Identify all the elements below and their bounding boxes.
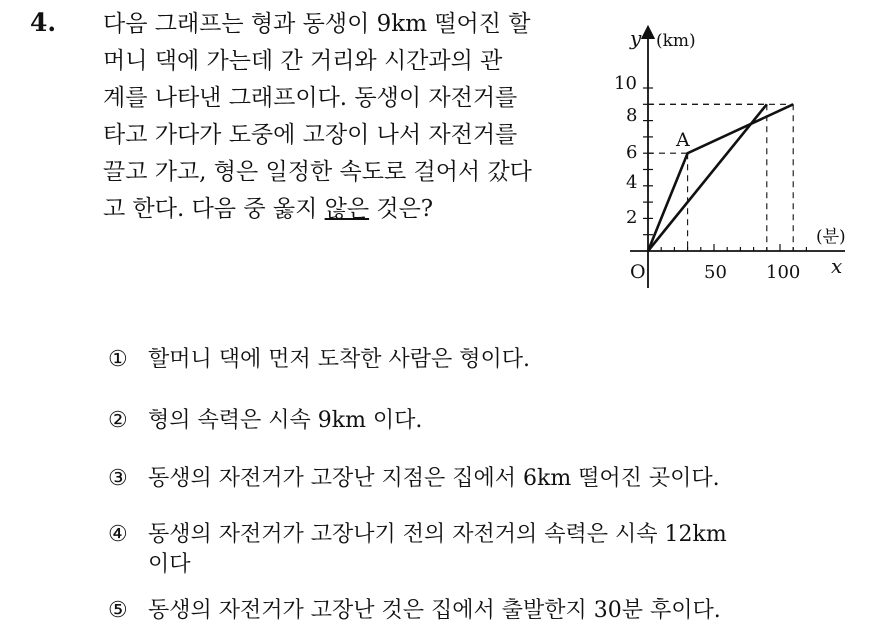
choice-text: 동생의 자전거가 고장나기 전의 자전거의 속력은 시속 12km (148, 522, 727, 547)
y-tick-label-6: 6 (626, 142, 638, 163)
choice-2[interactable] (108, 406, 848, 436)
stem-text: 고 한다. 다음 중 옳지 (103, 196, 325, 222)
stem-line: 머니 댁에 가는데 간 거리와 시간과의 관 (103, 48, 503, 74)
choice-mark: ⑤ (108, 598, 128, 623)
y-tick-label-10: 10 (614, 73, 637, 94)
choice-continuation: 이다 (148, 552, 191, 577)
stem-line: 다음 그래프는 형과 동생이 9km 떨어진 할 (103, 11, 531, 37)
underlined-word: 않은 (324, 196, 370, 222)
y-tick-label-8: 8 (626, 105, 638, 126)
point-a-label: A (676, 129, 690, 151)
stem-text: 것은? (369, 196, 434, 222)
choice-5[interactable] (108, 596, 848, 626)
guide-lines (648, 104, 793, 251)
x-axis-unit: (분) (816, 227, 846, 247)
series-lines (648, 104, 793, 251)
stem-line: 타고 가다가 도중에 고장이 나서 자전거를 (103, 122, 518, 148)
choice-text: 동생의 자전거가 고장난 지점은 집에서 6km 떨어진 곳이다. (148, 466, 720, 491)
choice-text: 동생의 자전거가 고장난 것은 집에서 출발한지 30분 후이다. (148, 598, 721, 623)
stem-last-line (103, 191, 583, 228)
choice-mark: ② (108, 408, 128, 433)
x-tick-label-100: 100 (766, 262, 801, 283)
origin-label: O (630, 261, 646, 283)
choice-1[interactable] (108, 345, 848, 375)
question-stem (103, 6, 583, 228)
y-tick-label-2: 2 (626, 207, 638, 228)
distance-time-graph (590, 10, 860, 295)
question-number: 4. (30, 8, 57, 37)
x-axis-label: x (831, 254, 843, 278)
stem-line: 계를 나타낸 그래프이다. 동생이 자전거를 (103, 85, 518, 111)
series-line-2 (648, 104, 767, 251)
x-minor-ticks (661, 244, 806, 251)
choice-text: 형의 속력은 시속 9km 이다. (148, 408, 423, 433)
choice-mark: ① (108, 347, 128, 372)
choice-4[interactable] (108, 520, 848, 580)
choice-text: 할머니 댁에 먼저 도착한 사람은 형이다. (148, 347, 530, 372)
y-tick-label-4: 4 (626, 172, 638, 193)
stem-line: 끌고 가고, 형은 일정한 속도로 걸어서 갔다 (103, 159, 532, 185)
y-axis-unit: (km) (656, 31, 696, 51)
choice-mark: ③ (108, 466, 128, 491)
x-tick-label-50: 50 (704, 262, 727, 283)
choice-3[interactable] (108, 464, 848, 494)
choice-mark: ④ (108, 522, 128, 547)
y-axis-label: y (630, 26, 642, 50)
series-line-1 (648, 104, 793, 251)
